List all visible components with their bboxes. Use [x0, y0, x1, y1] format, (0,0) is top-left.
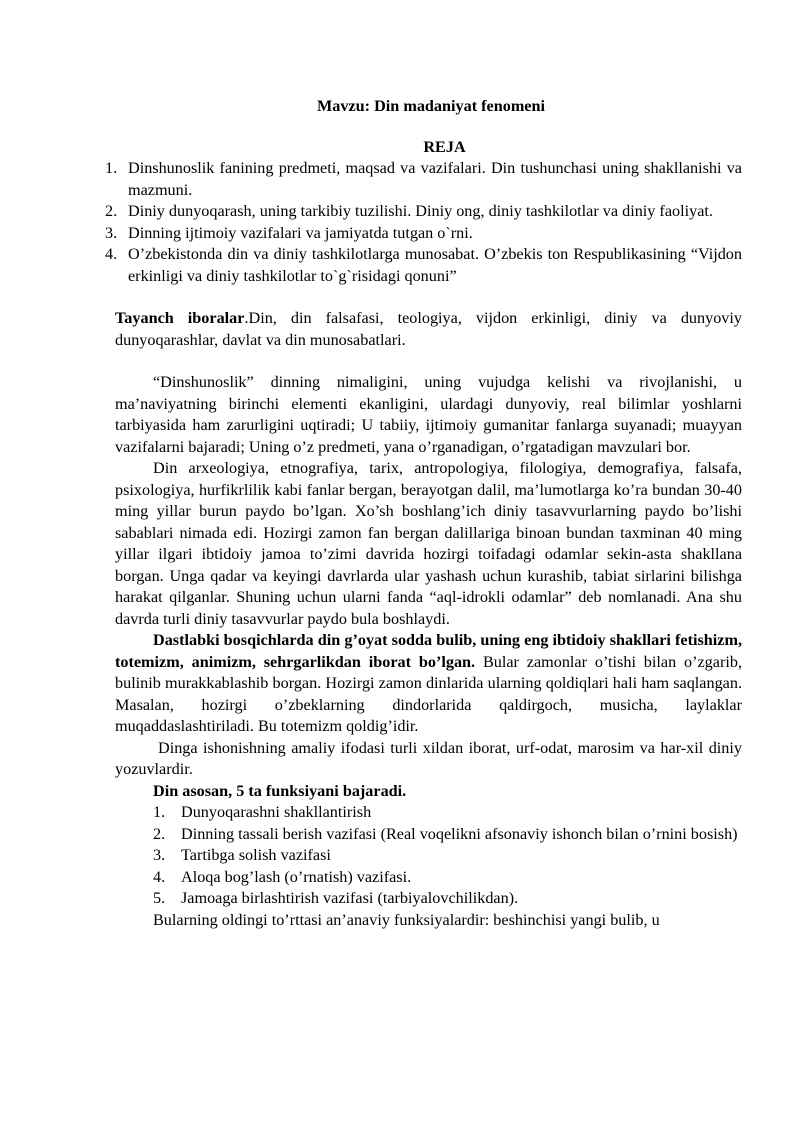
- key-terms-label: Tayanch iboralar: [115, 309, 245, 327]
- paragraph: Bularning oldingi to’rttasi an’anaviy funksiyalardir: beshinchisi yangi bulib, u: [153, 910, 660, 929]
- functions-list: [115, 802, 742, 910]
- function-item: 1. Dunyoqarashni shakllantirish: [153, 803, 372, 821]
- function-item: 5. Jamoaga birlashtirish vazifasi (tarbiyalovchilikdan).: [153, 889, 519, 907]
- paragraph: Dastlabki bosqichlarda din g’oyat sodda bulib, uning eng ibtidoiy shakllari fetishizm, totemizm, animizm, sehrgarlikdan iborat bo’lgan. Bular zamonlar o’tishi bilan o’zgarib, bulinib murakkablashib borgan. Hozirgi zamon dinlarida ularning qoldiqlari hali ham saqlangan. Masalan, hozirgi o’zbeklarning dindorlarida qaldirgoch, musicha, laylaklar muqaddaslashtiriladi. Bu totemizm qoldig’idir.: [115, 631, 742, 735]
- functions-heading: Din asosan, 5 ta funksiyani bajaradi.: [153, 781, 407, 800]
- paragraph: Dinga ishonishning amaliy ifodasi turli xildan iborat, urf-odat, marosim va har-xil diniy yozuvlardir.: [115, 738, 742, 778]
- page-title: Mavzu: Din madaniyat fenomeni: [317, 97, 545, 115]
- document-page: [105, 96, 742, 931]
- function-item: 3. Tartibga solish vazifasi: [153, 846, 331, 864]
- plan-item: 1. Dinshunoslik fanining predmeti, maqsad va vazifalari. Din tushunchasi uning shakllanishi va mazmuni.: [105, 159, 742, 199]
- function-item: 4. Aloqa bog’lash (o’rnatish) vazifasi.: [153, 867, 412, 886]
- plan-item: 3. Dinning ijtimoiy vazifalari va jamiyatda tutgan o`rni.: [105, 223, 473, 242]
- paragraph: Din arxeologiya, etnografiya, tarix, antropologiya, filologiya, demografiya, falsafa, psixologiya, hurfikrlilik kabi fanlar bergan, berayotgan dalil, ma’lumotlarga ko’ra bundan 30-40 ming yillar burun paydo bo’lgan. Xo’sh boshlang’ich diniy tasavvurlarning paydo bo’lishi sabablari nimada edi. Hozirgi zamon fan bergan dalillariga binoan bundan taxminan 40 ming yillar ilgari ibtidoiy jamoa to’zimi davrida hozirgi toifadagi odamlar sekin-asta shakllana borgan. Unga qadar va keyingi davrlarda ular yashash uchun kurashib, tabiat sirlarini bilishga harakat qilganlar. Shuning uchun ularni fanda “aql-idrokli odamlar” deb nomlanadi. Ana shu davrda turli diniy tasavvurlar paydo bula boshlaydi.: [115, 459, 742, 628]
- key-terms-text: .Din, din falsafasi, teologiya, vijdon erkinligi, diniy va dunyoviy dunyoqarashlar, davlat va din munosabatlari.: [115, 309, 742, 349]
- key-terms: [115, 308, 742, 351]
- plan-list: [105, 158, 742, 287]
- plan-item: 4. O’zbekistonda din va diniy tashkilotlarga munosabat. O’zbekis ton Respublikasining “Vijdon erkinligi va diniy tashkilotlar to`g`risidagi qonuni”: [105, 245, 742, 285]
- function-item: 2. Dinning tassali berish vazifasi (Real voqelikni afsonaviy ishonch bilan o’rnini bosish): [153, 824, 738, 843]
- plan-title: REJA: [423, 137, 466, 156]
- paragraph: “Dinshunoslik” dinning nimaligini, uning vujudga kelishi va rivojlanishi, u ma’naviyatning birinchi elementi ekanligini, ulardagi dunyoviy, real bilimlar yoshlarni tarbiyasida ham zarurligini uqtiradi; U tabiiy, ijtimoiy gumanitar fanlarga suyanadi; muayyan vazifalarni bajaradi; Uning o’z predmeti, yana o’rganadigan, o’rgatadigan mavzulari bor.: [115, 373, 742, 456]
- plan-item: 2. Diniy dunyoqarash, uning tarkibiy tuzilishi. Diniy ong, diniy tashkilotlar va diniy faoliyat.: [105, 202, 713, 220]
